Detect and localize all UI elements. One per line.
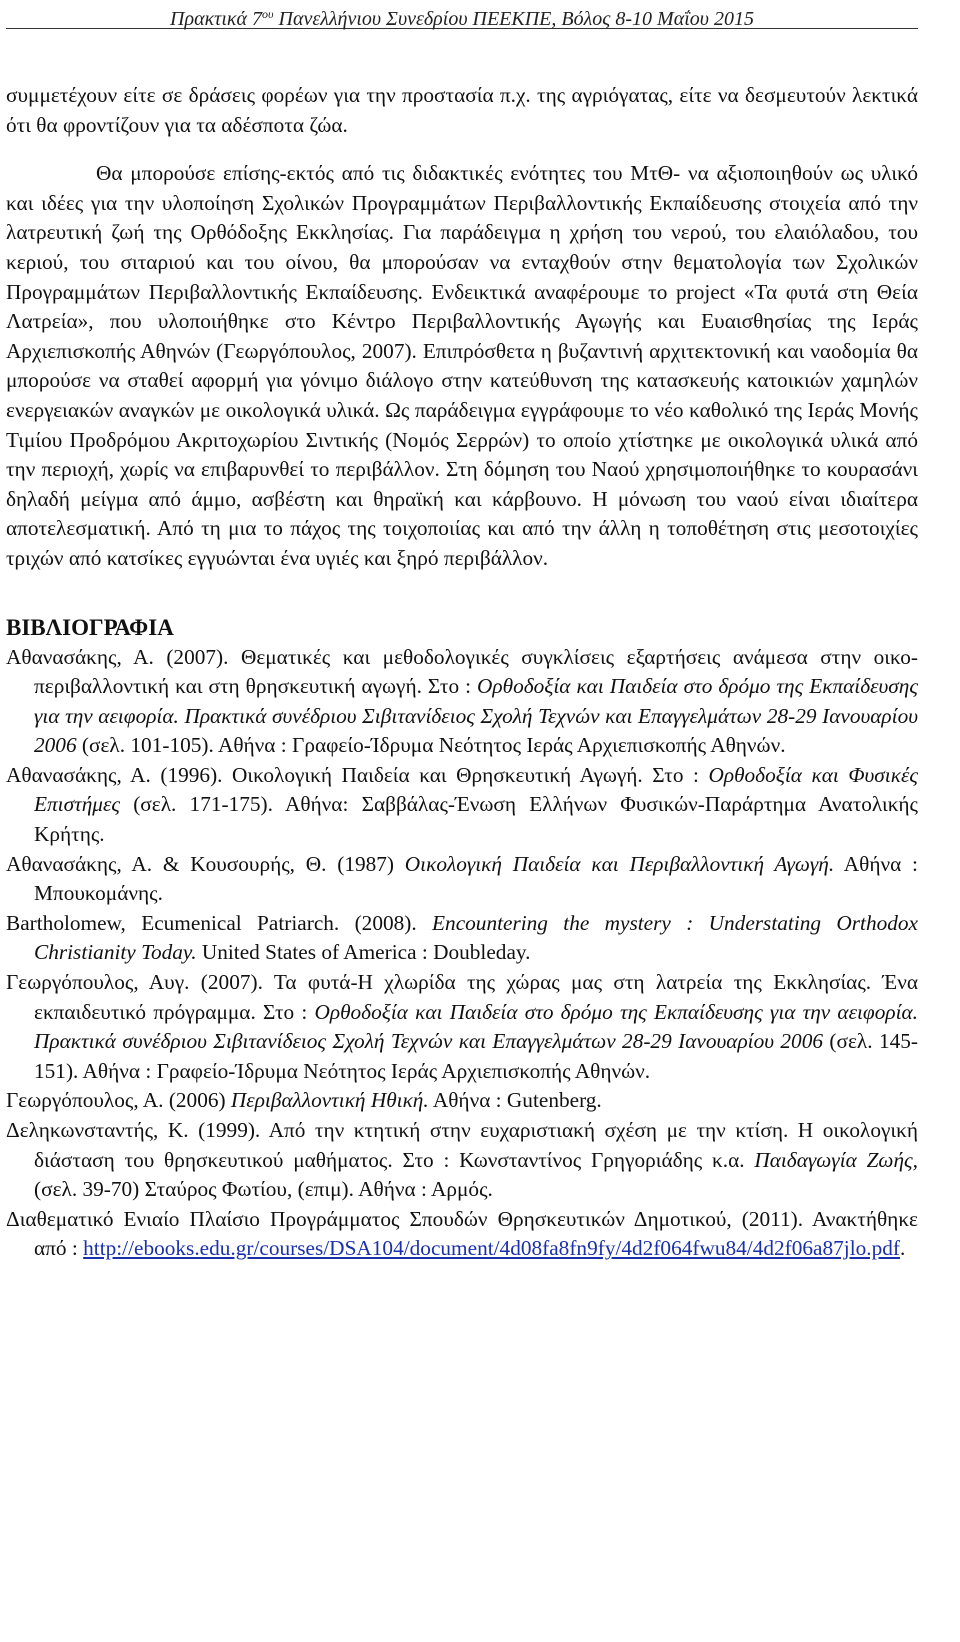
reference-text: (σελ. 101-105). Αθήνα : Γραφείο-Ίδρυμα Νεότητος Ιεράς Αρχιεπισκοπής Αθηνών. bbox=[76, 733, 786, 758]
reference-title: Περιβαλλοντική Ηθική. bbox=[230, 1088, 429, 1113]
body-paragraph-2: Θα μπορούσε επίσης-εκτός από τις διδακτικές ενότητες του ΜτΘ- να αξιοποιηθούν ως υλικό και ιδέες για την υλοποίηση Σχολικών Προγραμμάτων Περιβαλλοντικής Εκπαίδευσης στοιχεία από την λατρευτική ζωή της Ορθόδοξης Εκκλησίας. Για παράδειγμα η χρήση του νερού, του ελαιόλαδου, του κεριού, του σιταριού και του οίνου, θα μπορούσαν να ενταχθούν στην θεματολογία των Σχολικών Προγραμμάτων Περιβαλλοντικής Εκπαίδευσης. Ενδεικτικά αναφέρουμε το project «Τα φυτά στη Θεία Λατρεία», που υλοποιήθηκε στο Κέντρο Περιβαλλοντικής Αγωγής και Ευαισθησίας της Ιεράς Αρχιεπισκοπής Αθηνών (Γεωργόπουλος, 2007). Επιπρόσθετα η βυζαντινή αρχιτεκτονική και ναοδομία θα μπορούσε να σταθεί αφορμή για γόνιμο διάλογο στην κατεύθυνση της κατασκευής κατοικιών χαμηλών ενεργειακών αναγκών με οικολογικά υλικά. Ως παράδειγμα εγγράφουμε το νέο καθολικό της Ιεράς Μονής Τιμίου Προδρόμου Ακριτοχωρίου Σιντικής (Νομός Σερρών) το οποίο χτίστηκε με οικολογικά υλικά από την περιοχή, χωρίς να επιβαρυνθεί το περιβάλλον. Στη δόμηση του Ναού χρησιμοποιήθηκε το κουρασάνι δηλαδή μείγμα από άμμο, ασβέστη και θηραϊκή και κάρβουνο. Η μόνωση του ναού είναι ιδιαίτερα αποτελεσματική. Από τη μια το πάχος της τοιχοποιίας και από την άλλη η τοποθέτηση στις μεσοτοιχίες τριχών από κατσίκες εγγυώνται ένα υγιές και ξηρό περιβάλλον. bbox=[6, 161, 918, 570]
header-title-suffix: Πανελλήνιου Συνεδρίου ΠΕΕΚΠΕ, Βόλος 8-10 Μαΐου 2015 bbox=[273, 8, 754, 30]
reference-text: Αθανασάκης, Α. (1996). Οικολογική Παιδεία και Θρησκευτική Αγωγή. Στο : bbox=[6, 762, 709, 787]
reference-text: Αθήνα : Gutenberg. bbox=[428, 1088, 602, 1113]
reference-item bbox=[6, 643, 918, 761]
reference-text: Αθήνα : Μπουκομάνης. bbox=[34, 851, 918, 906]
reference-title: Encountering the mystery : Understating Orthodox Christianity Today. bbox=[34, 910, 919, 965]
reference-item bbox=[6, 761, 918, 850]
reference-url-link[interactable]: http://ebooks.edu.gr/courses/DSA104/document/4d08fa8fn9fy/4d2f064fwu84/4d2f06a87jlo.pdf bbox=[83, 1236, 900, 1261]
reference-title: Ορθοδοξία και Παιδεία στο δρόμο της Εκπαίδευσης για την αειφορία. Πρακτικά συνέδριου Σιβιτανίδειος Σχολή Τεχνών και Επαγγελμάτων 28-29 Ιανουαρίου 2006 bbox=[34, 999, 918, 1054]
running-header bbox=[6, 0, 918, 28]
reference-text: . bbox=[899, 1236, 906, 1261]
reference-list bbox=[6, 643, 918, 1264]
reference-text: Αθανασάκης, Α. & Κουσουρής, Θ. (1987) bbox=[6, 851, 405, 876]
reference-text: (σελ. 171-175). Αθήνα: Σαββάλας-Ένωση Ελλήνων Φυσικών-Παράρτημα Ανατολικής Κρήτης. bbox=[34, 792, 918, 847]
reference-text: (σελ. 145-151). Αθήνα : Γραφείο-Ίδρυμα Νεότητος Ιεράς Αρχιεπισκοπής Αθηνών. bbox=[34, 1029, 918, 1083]
reference-text: Γεωργόπουλος, Αυγ. (2007). Τα φυτά-Η χλωρίδα της χώρας μας στη λατρεία της Εκκλησίας. Ένα εκπαιδευτικό πρόγραμμα. Στο : bbox=[6, 970, 918, 1024]
reference-item bbox=[6, 1116, 918, 1205]
reference-text: (σελ. 39-70) Σταύρος Φωτίου, (επιμ). Αθήνα : Αρμός. bbox=[34, 1177, 493, 1202]
reference-text: Γεωργόπουλος, Α. (2006) bbox=[6, 1088, 231, 1113]
body-paragraph-1: συμμετέχουν είτε σε δράσεις φορέων για την προστασία π.χ. της αγριόγατας, είτε να δεσμευτούν λεκτικά ότι θα φροντίζουν για τα αδέσποτα ζώα. bbox=[6, 83, 918, 137]
bibliography-heading: ΒΙΒΛΙΟΓΡΑΦΙΑ bbox=[6, 614, 174, 640]
reference-title: Ορθοδοξία και Φυσικές Επιστήμες bbox=[34, 762, 918, 817]
reference-item bbox=[6, 1086, 918, 1116]
reference-text: Διαθεματικό Ενιαίο Πλαίσιο Προγράμματος Σπουδών Θρησκευτικών Δημοτικού, (2011). Ανακτήθηκε από : bbox=[6, 1206, 918, 1261]
header-title-prefix: Πρακτικά 7 bbox=[170, 8, 262, 30]
reference-item bbox=[6, 1205, 918, 1264]
header-title-superscript: ου bbox=[261, 7, 274, 21]
reference-text: Αθανασάκης, Α. (2007). Θεματικές και μεθοδολογικές συγκλίσεις εξαρτήσεις ανάμεσα στην οικο-περιβαλλοντική και στη θρησκευτική αγωγή. Στο : bbox=[6, 644, 918, 699]
reference-title: Παιδαγωγία Ζωής, bbox=[754, 1147, 918, 1172]
reference-text: United States of America : Doubleday. bbox=[196, 940, 531, 965]
reference-item bbox=[6, 850, 918, 909]
reference-item bbox=[6, 968, 918, 1086]
reference-text: Bartholomew, Ecumenical Patriarch. (2008). bbox=[6, 910, 433, 935]
reference-text: Δεληκωνσταντής, Κ. (1999). Από την κτητική στην ευχαριστιακή σχέση με την κτίση. Η οικολογική διάσταση του θρησκευτικού μαθήματος. Στο : Κωνσταντίνος Γρηγοριάδης κ.α. bbox=[6, 1118, 918, 1172]
reference-title: Ορθοδοξία και Παιδεία στο δρόμο της Εκπαίδευσης για την αειφορία. Πρακτικά συνέδριου Σιβιτανίδειος Σχολή Τεχνών και Επαγγελμάτων 28-29 Ιανουαρίου 2006 bbox=[34, 674, 918, 758]
reference-item bbox=[6, 909, 918, 968]
reference-title: Οικολογική Παιδεία και Περιβαλλοντική Αγωγή. bbox=[404, 851, 835, 876]
